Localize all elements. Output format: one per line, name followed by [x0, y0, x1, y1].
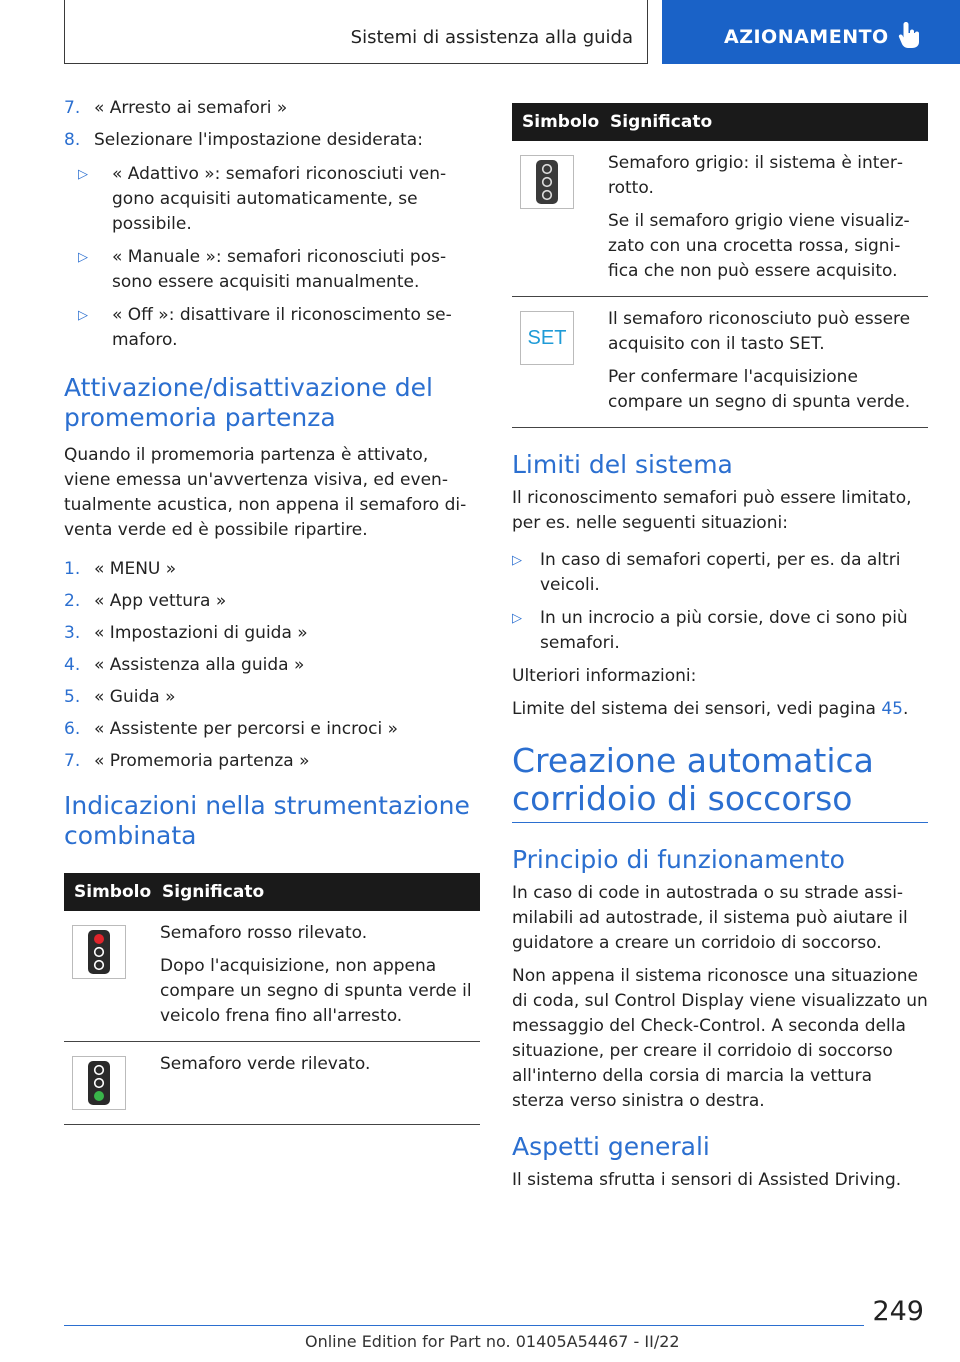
table-row — [512, 141, 928, 297]
column-header-symbol: Simbolo — [64, 873, 152, 911]
option-text: « Adattivo »: semafori riconosciuti vengono acquisiti automaticamente, se possibile. — [112, 164, 447, 234]
chapter-tab — [64, 0, 648, 64]
column-header-symbol: Simbolo — [512, 103, 600, 141]
step-item — [64, 621, 480, 645]
option-text: « Manuale »: semafori riconosciuti possono essere acquisiti manualmente. — [112, 247, 447, 292]
limits-text: In un incrocio a più corsie, dove ci sono più semafori. — [540, 608, 908, 653]
heading-principle: Principio di funzionamento — [512, 845, 845, 874]
heading-divider — [512, 822, 928, 823]
more-info-label: Ulteriori informazioni: — [512, 666, 697, 686]
step-item — [64, 685, 480, 709]
step-item — [64, 653, 480, 677]
principle-paragraph: In caso di code in autostrada o su strade assimilabili ad autostrade, il sistema può aiutare il guidatore a creare un corridoio di soccorso. — [512, 883, 908, 953]
step-number: 5. — [64, 687, 81, 707]
traffic-light-green-icon — [72, 1056, 126, 1110]
table-header-row — [64, 873, 480, 911]
step-number: 2. — [64, 591, 81, 611]
page-header — [0, 0, 960, 66]
set-label: SET — [527, 326, 567, 349]
limits-item — [512, 548, 928, 598]
step-text: « Arresto ai semafori » — [94, 98, 288, 118]
step-text: « App vettura » — [94, 591, 227, 611]
chapter-title: Sistemi di assistenza alla guida — [350, 27, 633, 48]
column-header-meaning: Significato — [600, 103, 928, 141]
step-number: 6. — [64, 719, 81, 739]
step-number: 8. — [64, 130, 81, 150]
reference-text: Limite del sistema dei sensori, vedi pagina — [512, 699, 882, 719]
step-text: « Impostazioni di guida » — [94, 623, 308, 643]
step-text: « Promemoria partenza » — [94, 751, 310, 771]
symbol-cell — [512, 141, 600, 297]
step-item — [64, 589, 480, 613]
heading-main: Creazione automatica corridoio di soccorso — [512, 741, 874, 818]
column-header-meaning: Significato — [152, 873, 480, 911]
limits-text: In caso di semafori coperti, per es. da altri veicoli. — [540, 550, 901, 595]
triangle-bullet-icon: ▷ — [512, 611, 522, 626]
symbol-table-right — [512, 103, 928, 428]
traffic-light-red-icon — [72, 925, 126, 979]
step-item — [64, 717, 480, 741]
hand-pointer-icon — [897, 20, 923, 50]
limits-intro: Il riconoscimento semafori può essere limitato, per es. nelle seguenti situazioni: — [512, 488, 912, 533]
symbol-cell — [64, 1042, 152, 1125]
heading-display: Indicazioni nella strumentazione combinata — [64, 791, 470, 850]
meaning-text: Dopo l'acquisizione, non appena compare un segno di spunta verde il veicolo frena fino all'arresto. — [160, 956, 472, 1026]
meaning-text: Per confermare l'acquisizione compare un segno di spunta verde. — [608, 367, 911, 412]
triangle-bullet-icon: ▷ — [78, 167, 88, 182]
reference-paragraph — [512, 697, 928, 722]
heading-general: Aspetti generali — [512, 1132, 710, 1161]
traffic-light-grey-icon — [520, 155, 574, 209]
page-number: 249 — [872, 1296, 924, 1327]
step-text: Selezionare l'impostazione desiderata: — [94, 130, 423, 150]
meaning-cell — [600, 297, 928, 428]
triangle-bullet-icon: ▷ — [512, 553, 522, 568]
limits-item — [512, 606, 928, 656]
step-text: « Guida » — [94, 687, 176, 707]
heading-limits: Limiti del sistema — [512, 450, 733, 479]
option-item — [64, 162, 480, 237]
step-item — [64, 128, 480, 152]
edition-text: Online Edition for Part no. 01405A54467 - II/22 — [305, 1332, 680, 1351]
step-text: « Assistente per percorsi e incroci » — [94, 719, 398, 739]
option-text: « Off »: disattivare il riconoscimento semaforo. — [112, 305, 452, 350]
set-button-icon — [520, 311, 574, 365]
page-reference-link[interactable]: 45 — [881, 699, 903, 719]
table-row — [64, 911, 480, 1042]
reminder-paragraph: Quando il promemoria partenza è attivato, viene emessa un'avvertenza visiva, ed eventualmente acustica, non appena il semaforo diventa verde ed è possibile ripartire. — [64, 445, 467, 540]
meaning-cell — [152, 1042, 480, 1125]
footer-divider — [64, 1325, 864, 1326]
section-tab — [662, 0, 960, 64]
symbol-cell — [512, 297, 600, 428]
triangle-bullet-icon: ▷ — [78, 308, 88, 323]
section-label: AZIONAMENTO — [724, 26, 889, 48]
step-item — [64, 96, 480, 120]
step-number: 3. — [64, 623, 81, 643]
symbol-cell — [64, 911, 152, 1042]
step-number: 7. — [64, 98, 81, 118]
step-number: 7. — [64, 751, 81, 771]
meaning-cell — [152, 911, 480, 1042]
step-text: « MENU » — [94, 559, 177, 579]
meaning-cell — [600, 141, 928, 297]
meaning-text: Semaforo verde rilevato. — [160, 1054, 371, 1074]
table-row — [512, 297, 928, 428]
general-paragraph: Il sistema sfrutta i sensori di Assisted Driving. — [512, 1170, 902, 1190]
option-item — [64, 303, 480, 353]
step-number: 1. — [64, 559, 81, 579]
heading-reminder: Attivazione/disattivazione del promemoria partenza — [64, 373, 433, 432]
step-text: « Assistenza alla guida » — [94, 655, 305, 675]
left-column — [64, 96, 480, 1135]
step-item — [64, 749, 480, 773]
meaning-text: Semaforo grigio: il sistema è interrotto. — [608, 153, 903, 198]
meaning-text: Se il semaforo grigio viene visualizzato con una crocetta rossa, significa che non può essere acquisito. — [608, 211, 910, 281]
option-item — [64, 245, 480, 295]
step-item — [64, 557, 480, 581]
meaning-text: Il semaforo riconosciuto può essere acquisito con il tasto SET. — [608, 309, 911, 354]
principle-paragraph: Non appena il sistema riconosce una situazione di coda, sul Control Display viene visualizzato un messaggio del Check-Control. A seconda della situazione, per creare il corridoio di soccorso all'interno della corsia di marcia la vettura sterza verso sinistra o destra. — [512, 966, 928, 1111]
reference-suffix: . — [902, 699, 909, 719]
right-column — [512, 103, 928, 1201]
symbol-table-left — [64, 873, 480, 1125]
table-row — [64, 1042, 480, 1125]
meaning-text: Semaforo rosso rilevato. — [160, 923, 368, 943]
step-number: 4. — [64, 655, 81, 675]
table-header-row — [512, 103, 928, 141]
triangle-bullet-icon: ▷ — [78, 250, 88, 265]
